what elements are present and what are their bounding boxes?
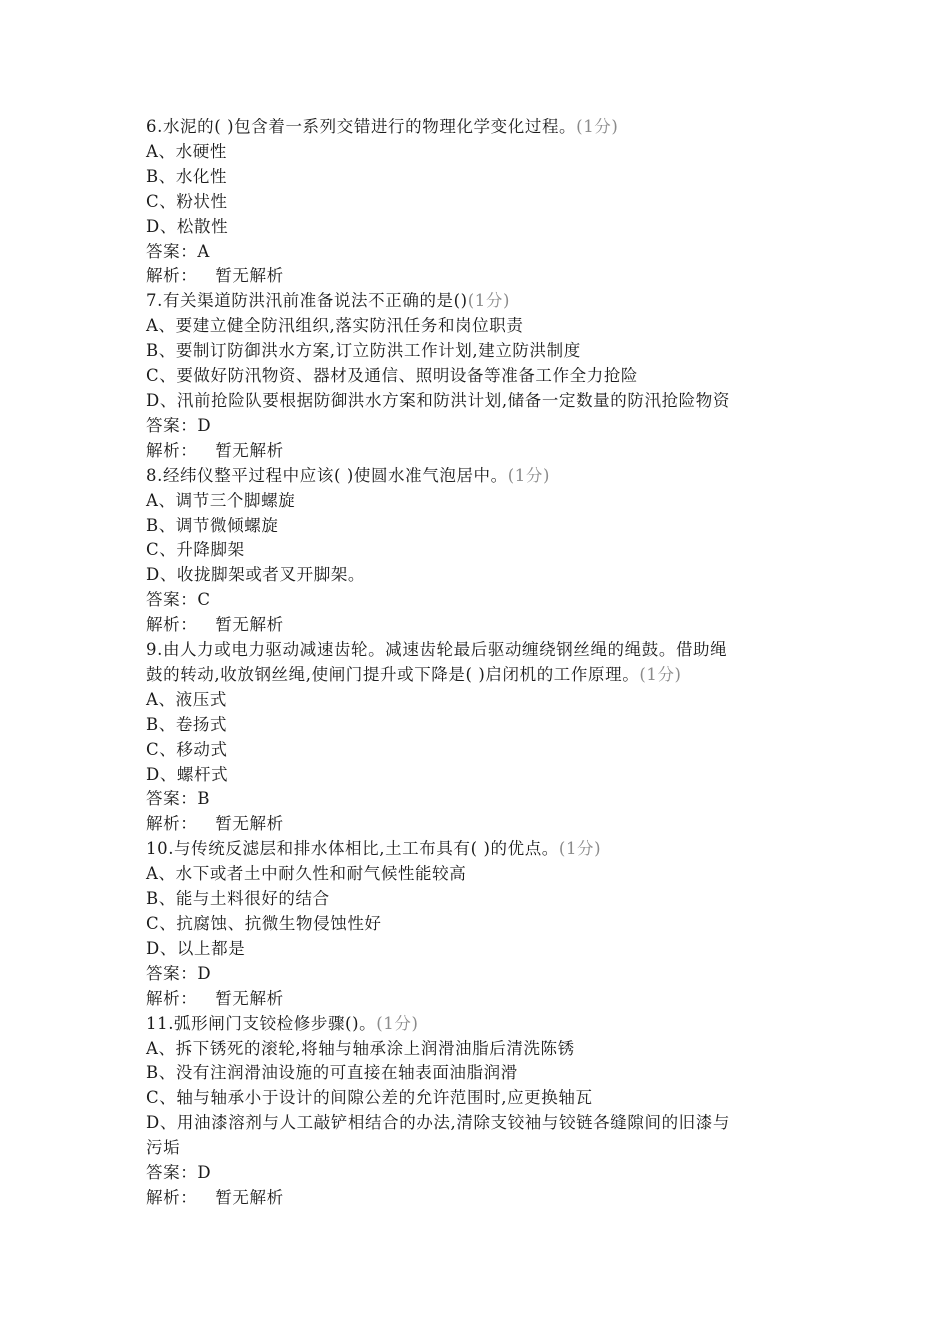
analysis-label: 解析： [146, 1187, 198, 1207]
question-score: (1分) [639, 664, 682, 684]
analysis-line [146, 1186, 806, 1211]
answer-value: D [197, 963, 212, 983]
answer-value: C [197, 590, 211, 610]
question-stem-text: 8.经纬仪整平过程中应该( )使圆水准气泡居中。 [146, 465, 508, 485]
answer-value: A [197, 241, 210, 261]
question-stem-line [146, 289, 806, 314]
answer-label: 答案： [146, 1163, 198, 1183]
question-score: (1分) [376, 1013, 419, 1033]
answer-option: C、轴与轴承小于设计的间隙公差的允许范围时,应更换轴瓦 [146, 1088, 593, 1108]
answer-option: D、以上都是 [146, 938, 246, 958]
analysis-line [146, 613, 806, 638]
answer-option: B、水化性 [146, 166, 228, 186]
answer-option: C、移动式 [146, 739, 228, 759]
question-stem-line [146, 663, 806, 688]
question-stem-line [146, 837, 806, 862]
question-score: (1分) [558, 839, 602, 859]
answer-option: D、用油漆溶剂与人工敲铲相结合的办法,清除支铰袖与铰链各缝隙间的旧漆与 污垢 [146, 1113, 730, 1158]
question-stem-text: 9.由人力或电力驱动减速齿轮。减速齿轮最后驱动缠绕钢丝绳的绳鼓。借助绳 [146, 640, 728, 660]
analysis-text: 暂无解析 [215, 615, 284, 635]
answer-label: 答案： [146, 590, 198, 610]
answer-label: 答案： [146, 963, 198, 983]
answer-option: D、汛前抢险队要根据防御洪水方案和防洪计划,储备一定数量的防汛抢险物资 [146, 390, 730, 410]
answer-option: D、收拢脚架或者叉开脚架。 [146, 565, 366, 585]
question-stem-text: 10.与传统反滤层和排水体相比,土工布具有( )的优点。 [146, 839, 559, 859]
question-stem-line [146, 638, 806, 663]
answer-value: B [197, 789, 211, 809]
answer-label: 答案： [146, 789, 198, 809]
question-stem-text: 7.有关渠道防洪汛前准备说法不正确的是() [146, 291, 468, 311]
answer-line [146, 588, 806, 613]
analysis-label: 解析： [146, 814, 198, 834]
analysis-label: 解析： [146, 988, 198, 1008]
answer-option: D、松散性 [146, 216, 229, 236]
answer-value: D [197, 1163, 212, 1183]
answer-option: A、水下或者土中耐久性和耐气候性能较高 [146, 864, 467, 884]
analysis-text: 暂无解析 [215, 988, 284, 1008]
answer-option: A、调节三个脚螺旋 [146, 490, 296, 510]
answer-option: B、调节微倾螺旋 [146, 515, 279, 535]
answer-option: A、拆下锈死的滚轮,将轴与轴承涂上润滑油脂后清洗陈锈 [146, 1038, 575, 1058]
answer-option: B、没有注润滑油设施的可直接在轴表面油脂润滑 [146, 1063, 518, 1083]
answer-option: B、卷扬式 [146, 714, 228, 734]
question-block [146, 289, 806, 463]
analysis-text: 暂无解析 [215, 440, 284, 460]
analysis-line [146, 264, 806, 289]
question-stem-text: 11.弧形闸门支铰检修步骤()。 [146, 1013, 377, 1033]
exam-page [146, 115, 806, 1211]
question-block [146, 464, 806, 638]
answer-line [146, 414, 806, 439]
answer-option: A、要建立健全防汛组织,落实防汛任务和岗位职责 [146, 316, 524, 336]
answer-line [146, 962, 806, 987]
question-score: (1分) [467, 291, 510, 311]
analysis-line [146, 439, 806, 464]
answer-option: A、水硬性 [146, 141, 227, 161]
question-stem-line [146, 1012, 806, 1037]
question-stem-line [146, 464, 806, 489]
analysis-text: 暂无解析 [215, 814, 284, 834]
answer-option: B、能与土料很好的结合 [146, 889, 330, 909]
answer-option: C、升降脚架 [146, 540, 245, 560]
analysis-label: 解析： [146, 615, 198, 635]
answer-line [146, 240, 806, 265]
analysis-label: 解析： [146, 440, 198, 460]
question-block [146, 115, 806, 289]
answer-label: 答案： [146, 241, 198, 261]
analysis-line [146, 812, 806, 837]
question-stem-text: 6.水泥的( )包含着一系列交错进行的物理化学变化过程。 [146, 117, 577, 136]
analysis-line [146, 987, 806, 1012]
analysis-text: 暂无解析 [215, 1187, 284, 1207]
question-block [146, 1012, 806, 1211]
answer-option: A、液压式 [146, 689, 227, 709]
answer-option: C、粉状性 [146, 191, 228, 211]
answer-line [146, 1161, 806, 1186]
question-block [146, 638, 806, 837]
question-score: (1分) [576, 117, 619, 136]
answer-value: D [197, 415, 212, 435]
analysis-text: 暂无解析 [215, 266, 284, 286]
question-score: (1分) [507, 465, 551, 485]
answer-option: D、螺杆式 [146, 764, 229, 784]
question-block [146, 837, 806, 1011]
question-stem-text: 鼓的转动,收放钢丝绳,使闸门提升或下降是( )启闭机的工作原理。 [146, 664, 640, 684]
answer-line [146, 787, 806, 812]
question-stem-line [146, 115, 806, 140]
answer-option: C、要做好防汛物资、器材及通信、照明设备等准备工作全力抢险 [146, 366, 639, 386]
answer-option: C、抗腐蚀、抗微生物侵蚀性好 [146, 914, 382, 933]
answer-option: B、要制订防御洪水方案,订立防洪工作计划,建立防洪制度 [146, 341, 581, 361]
analysis-label: 解析： [146, 266, 198, 286]
answer-label: 答案： [146, 415, 198, 435]
